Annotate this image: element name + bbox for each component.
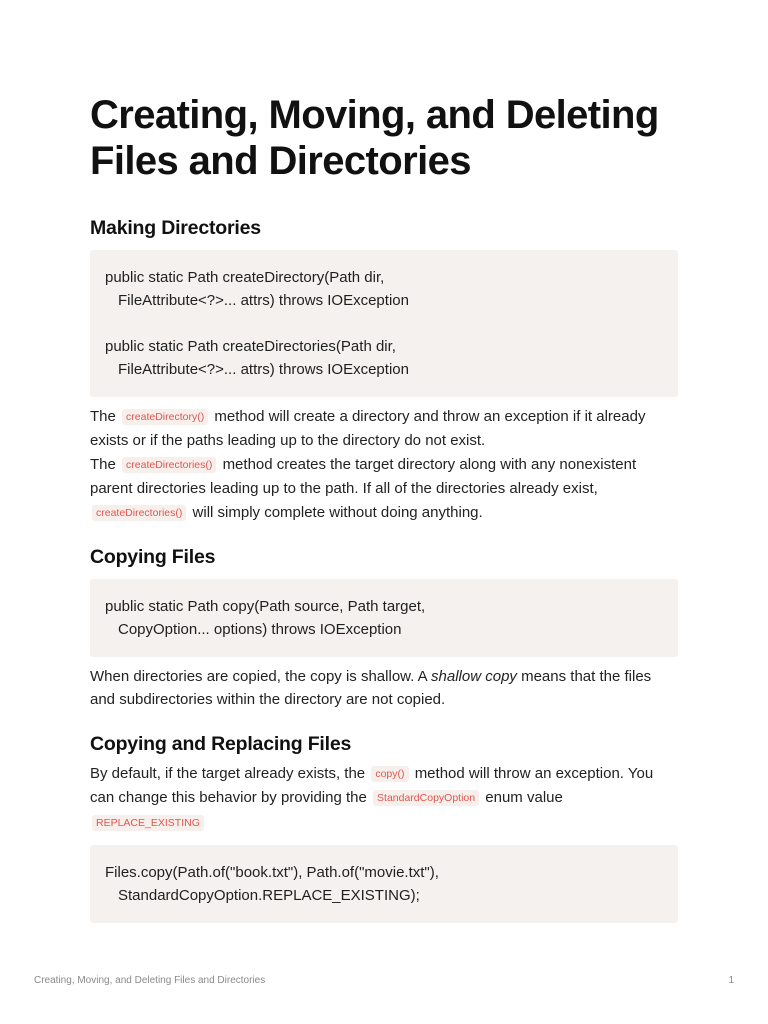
code-line: FileAttribute<?>... attrs) throws IOException: [118, 361, 409, 378]
inline-code: REPLACE_EXISTING: [92, 815, 204, 831]
section-heading-copying-files: Copying Files: [90, 546, 216, 569]
code-line: public static Path createDirectory(Path dir,: [105, 269, 385, 286]
text-fragment: By default, if the target already exists, the: [90, 764, 366, 782]
code-line: Files.copy(Path.of("book.txt"), Path.of("movie.txt"),: [105, 864, 439, 882]
code-line: public static Path copy(Path source, Path target,: [105, 598, 426, 616]
emphasis-text: shallow copy: [431, 668, 517, 686]
code-line: FileAttribute<?>... attrs) throws IOException: [118, 292, 409, 309]
inline-code: StandardCopyOption: [373, 790, 479, 806]
section-heading-copying-replacing: Copying and Replacing Files: [90, 732, 352, 755]
text-fragment: The: [90, 455, 116, 473]
footer-title: Creating, Moving, and Deleting Files and Directories: [34, 975, 266, 986]
code-line: public static Path createDirectories(Path dir,: [105, 338, 396, 355]
code-block-files-copy: [90, 845, 678, 923]
page-content: [90, 92, 678, 923]
code-blank-line: [105, 312, 663, 335]
page-title: Creating, Moving, and Deleting Files and Directories: [90, 93, 659, 183]
text-fragment: method will create a directory and throw an exception if it already exists or if the paths leading up to the directory do not exist.: [90, 408, 646, 450]
inline-code: createDirectories(): [122, 457, 216, 473]
text-fragment: method will throw an exception. You can change this behavior by providing the: [90, 764, 654, 807]
paragraph-replace-existing: [90, 762, 678, 835]
inline-code: createDirectory(): [122, 409, 208, 425]
inline-code: copy(): [371, 766, 408, 782]
paragraph-shallow-copy: [90, 665, 678, 712]
page-number: 1: [728, 975, 734, 986]
text-fragment: will simply complete without doing anything.: [192, 503, 483, 521]
code-line: StandardCopyOption.REPLACE_EXISTING);: [118, 887, 420, 905]
inline-code: createDirectories(): [92, 505, 186, 521]
code-line: CopyOption... options) throws IOException: [118, 621, 402, 639]
text-fragment: means that the files and subdirectories within the directory are not copied.: [90, 668, 652, 709]
code-block-create-directory: [90, 250, 678, 397]
text-fragment: enum value: [485, 789, 563, 807]
text-fragment: method creates the target directory along with any nonexistent parent directories leading up to the path. If all of the directories already exist,: [90, 455, 637, 498]
paragraph-create-directory: [90, 405, 678, 525]
text-fragment: The: [90, 408, 116, 425]
section-heading-making-directories: Making Directories: [90, 217, 261, 239]
text-fragment: When directories are copied, the copy is shallow. A: [90, 668, 427, 686]
code-block-copy: [90, 579, 678, 657]
